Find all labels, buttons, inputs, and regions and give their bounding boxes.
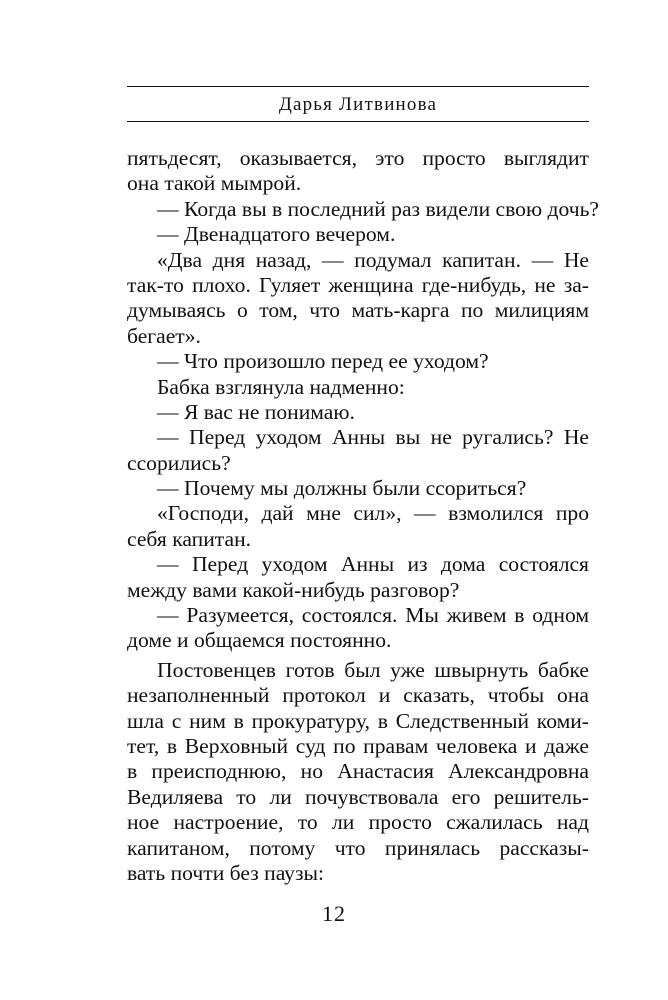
text-line: — Я вас не понимаю. xyxy=(157,399,355,424)
text-line: она такой мымрой. xyxy=(127,171,302,196)
text-line: тет, в Верховный суд по правам человека и даже xyxy=(127,733,589,758)
text-line: — Двенадцатого вечером. xyxy=(157,222,396,247)
text-line: Постовенцев готов был уже швырнуть бабке xyxy=(157,657,589,682)
text-line: — Что произошло перед ее уходом? xyxy=(157,349,489,374)
text-line: капитаном, потому что принялась рассказы- xyxy=(127,835,589,860)
text-line: вать почти без паузы: xyxy=(127,860,325,885)
text-line: — Перед уходом Анны из дома состоялся xyxy=(157,552,589,577)
text-line: доме и общаемся постоянно. xyxy=(127,628,392,653)
text-line: — Разумеется, состоялся. Мы живем в одном xyxy=(157,603,589,628)
text-line: ное настроение, то ли просто сжалилась над xyxy=(127,810,589,835)
text-line: Бабка взглянула надменно: xyxy=(157,374,405,399)
text-line: незаполненный протокол и сказать, чтобы она xyxy=(127,683,589,708)
header-rule-bottom xyxy=(127,121,589,122)
running-head: Дарья Литвинова xyxy=(278,94,438,115)
text-line: — Когда вы в последний раз видели свою дочь? xyxy=(157,196,600,221)
text-line: ссорились? xyxy=(127,450,231,475)
text-line: — Перед уходом Анны вы не ругались? Не xyxy=(157,425,589,450)
text-line: бегает». xyxy=(127,323,201,348)
text-line: — Почему мы должны были ссориться? xyxy=(157,476,527,501)
text-line: шла с ним в прокуратуру, в Следственный коми- xyxy=(127,708,589,733)
text-line: так-то плохо. Гуляет женщина где-нибудь, не за- xyxy=(127,272,589,297)
page-number: 12 xyxy=(322,901,346,926)
text-line: в преисподнюю, но Анастасия Александровна xyxy=(127,759,589,784)
text-line: думываясь о том, что мать-карга по милициям xyxy=(127,298,589,323)
text-line: между вами какой-нибудь разговор? xyxy=(127,577,460,602)
text-line: «Два дня назад, — подумал капитан. — Не xyxy=(157,247,589,272)
text-line: себя капитан. xyxy=(127,526,252,551)
text-line: «Господи, дай мне сил», — взмолился про xyxy=(157,501,589,526)
body-text xyxy=(127,146,600,886)
header-rule-top xyxy=(127,86,589,87)
text-line: Ведиляева то ли почувствовала его решитель- xyxy=(127,784,589,809)
text-line: пятьдесят, оказывается, это просто выглядит xyxy=(127,146,589,170)
